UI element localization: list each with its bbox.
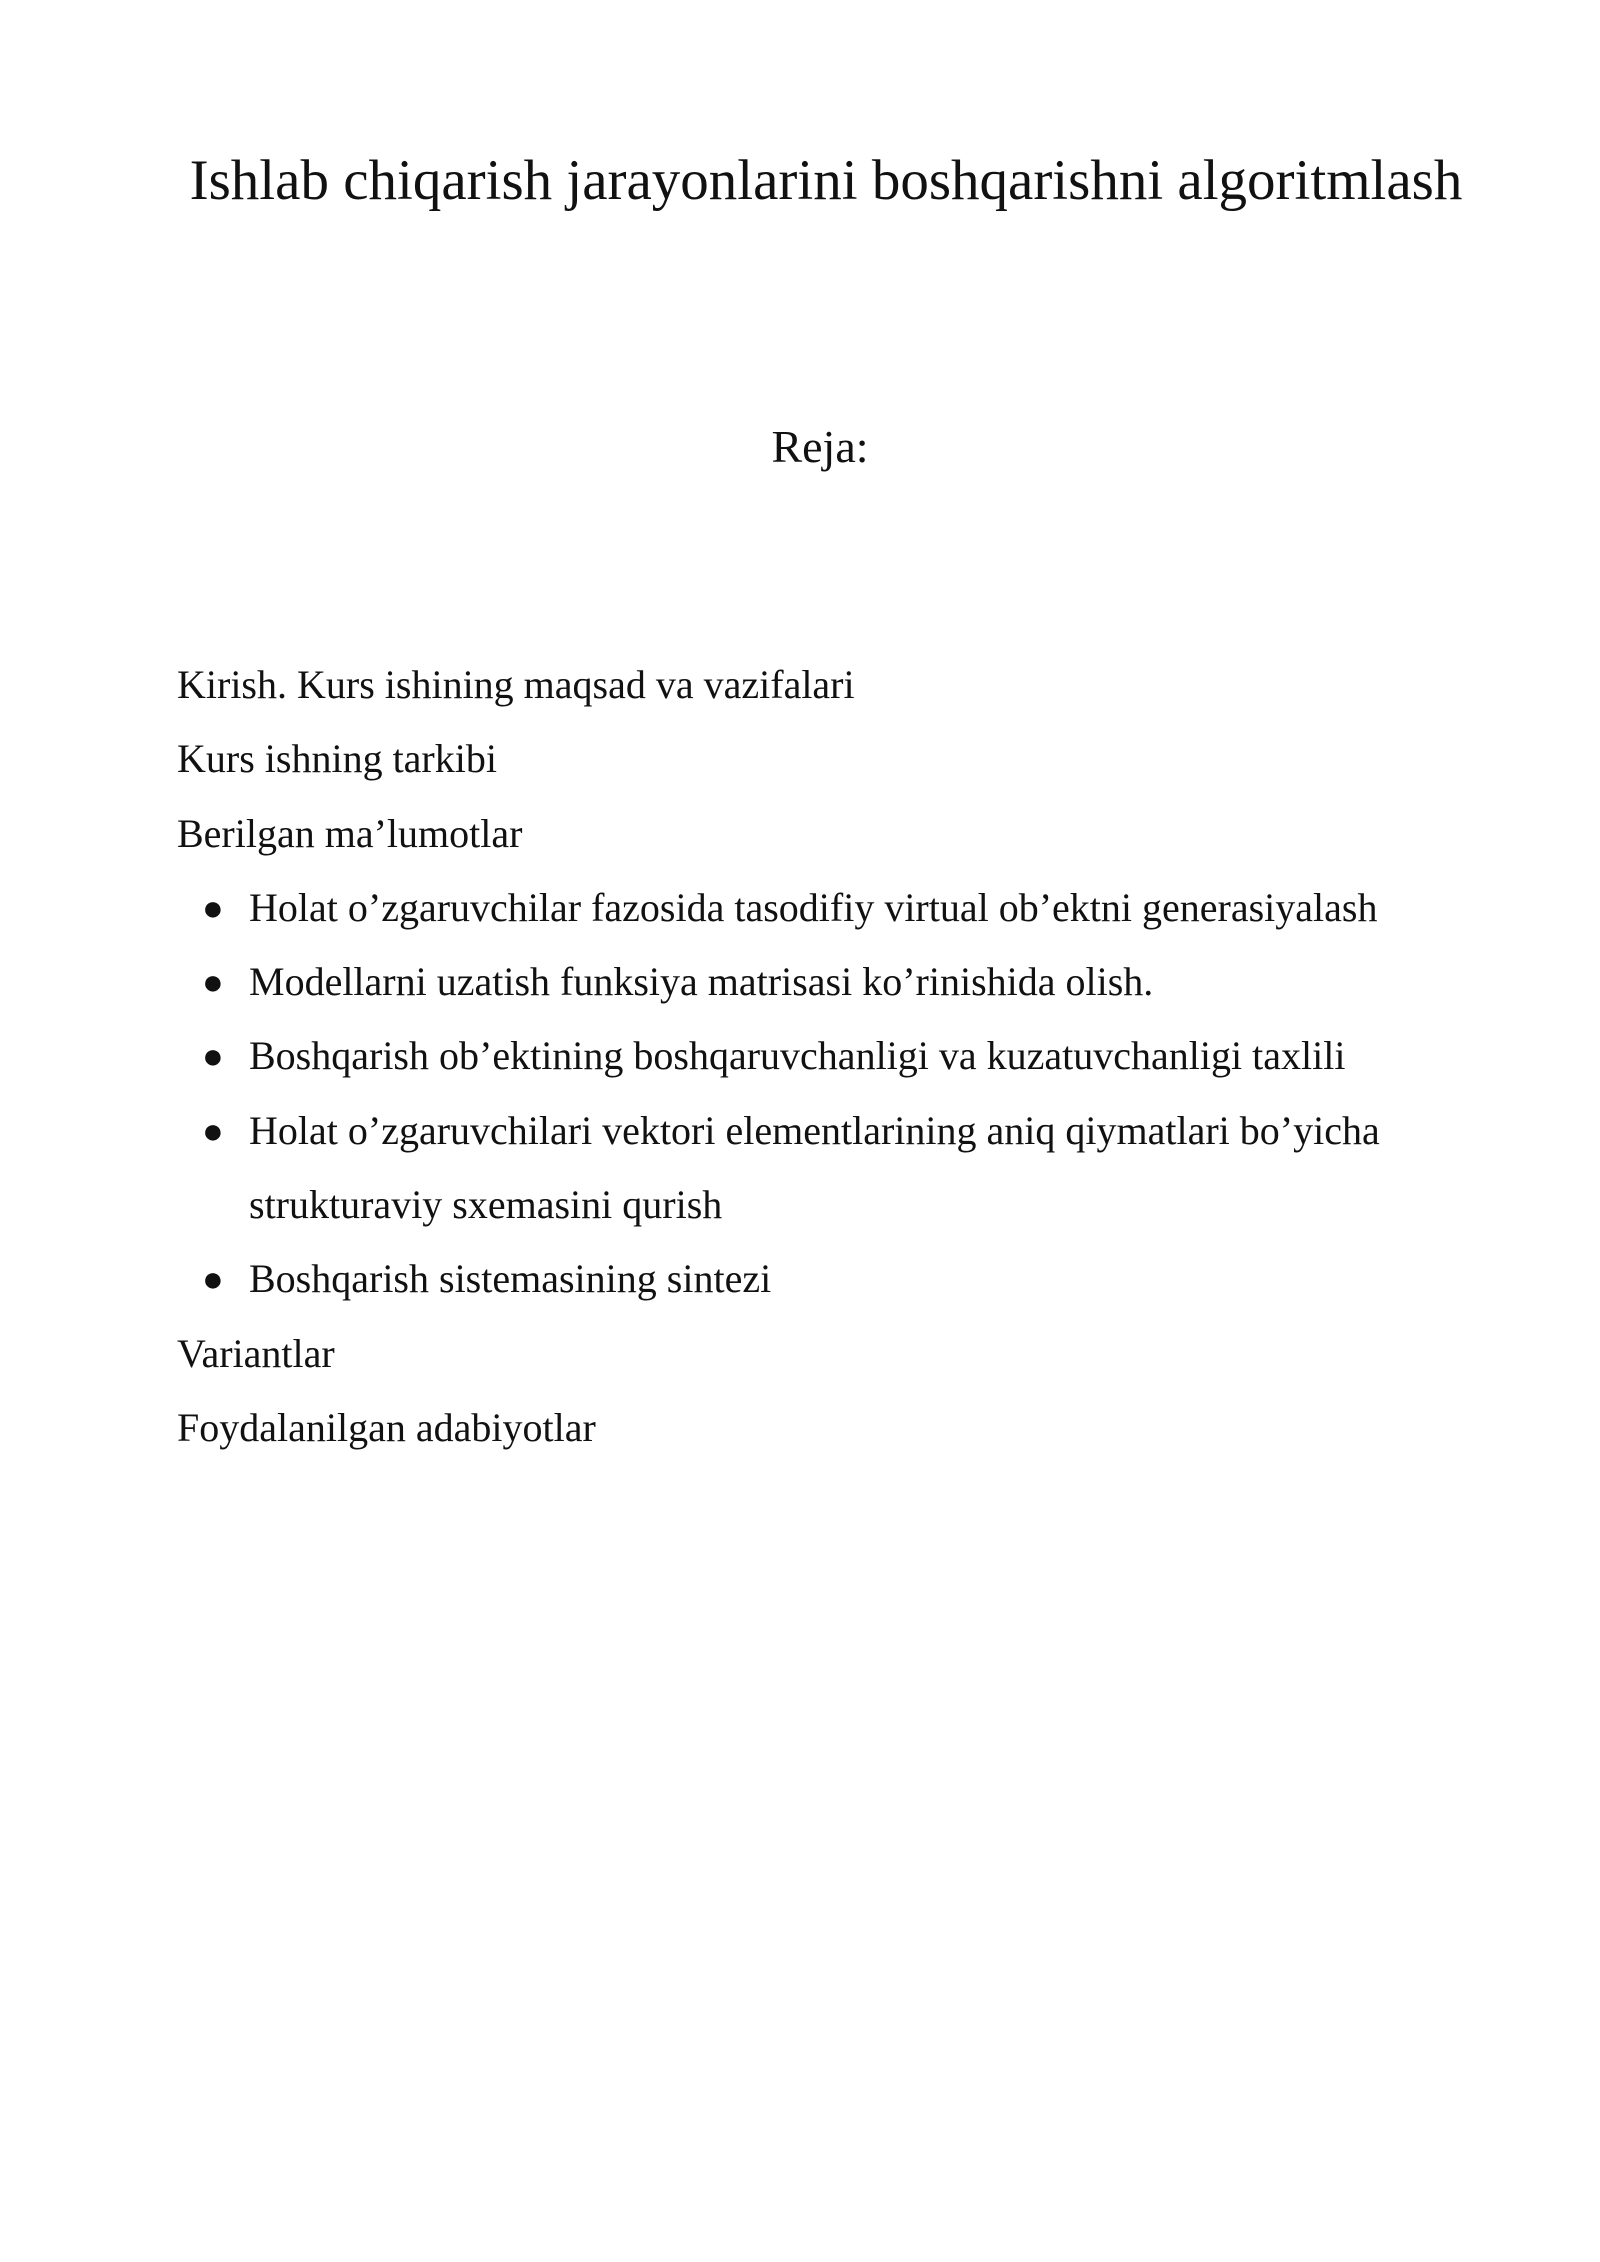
plan-bullet-item [177,1242,1477,1316]
bullet-icon: ● [202,1110,224,1151]
plan-bullet-text: Boshqarish ob’ektining boshqaruvchanligi va kuzatuvchanligi taxlili [249,1033,1346,1079]
plan-bullet-list [177,871,1477,1317]
plan-bullet-item [177,1094,1477,1243]
document-title: Ishlab chiqarish jarayonlarini boshqarishni algoritmlash [189,149,1463,212]
plan-bullet-item [177,871,1477,945]
bullet-icon: ● [202,962,224,1003]
plan-bullet-text: Modellarni uzatish funksiya matrisasi ko’rinishida olish. [249,959,1154,1005]
plan-bullet-text: Holat o’zgaruvchilari vektori elementlarining aniq qiymatlari bo’yicha strukturaviy sxemasini qurish [249,1107,1380,1228]
plan-item: Variantlar [177,1330,335,1376]
bullet-icon: ● [202,887,224,928]
bullet-icon: ● [202,1259,224,1300]
plan-list [177,648,1477,1465]
plan-bullet-text: Holat o’zgaruvchilar fazosida tasodifiy virtual ob’ektni generasiyalash [249,884,1378,930]
plan-item: Kirish. Kurs ishining maqsad va vazifalari [177,662,855,707]
plan-item: Berilgan ma’lumotlar [177,810,523,856]
plan-item: Kurs ishning tarkibi [177,736,497,782]
plan-bullet-text: Boshqarish sistemasining sintezi [249,1256,772,1302]
plan-heading: Reja: [771,421,869,472]
plan-bullet-item [177,945,1477,1019]
plan-bullet-item [177,1019,1477,1093]
plan-item: Foydalanilgan adabiyotlar [177,1404,596,1450]
bullet-icon: ● [202,1036,224,1077]
